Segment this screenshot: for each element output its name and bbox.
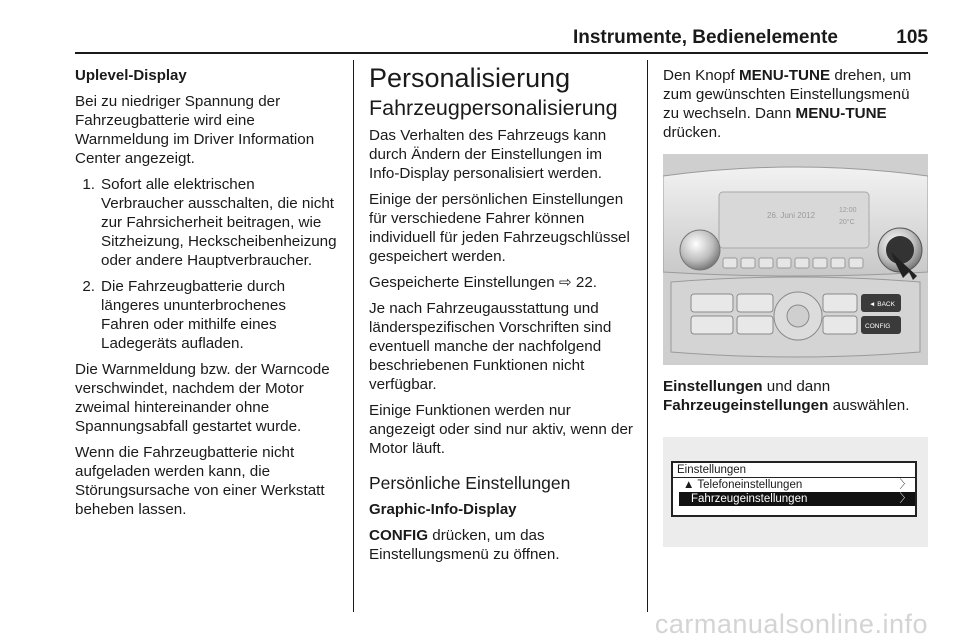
paragraph-text: drehen, um zum gewünschten Einstellungsmenü zu wechseln. Dann	[663, 67, 912, 122]
paragraph-text: und dann	[762, 378, 831, 395]
subhead-graphic-info: Graphic-Info-Display	[369, 501, 517, 518]
display-time: 12:00	[839, 207, 857, 214]
menu-item-label: Fahrzeugeinstellungen	[691, 493, 808, 505]
paragraph: Bei zu niedriger Spannung der Fahrzeugbatterie wird eine Warnmeldung im Driver Information Center angezeigt.	[75, 93, 315, 167]
list-item	[75, 175, 337, 270]
header-rule	[75, 52, 928, 54]
numbered-list	[75, 175, 337, 353]
menu-item-fahrzeugeinstellungen	[679, 492, 915, 506]
paragraph: Einige Funktionen werden nur angezeigt oder sind nur aktiv, wenn der Motor läuft.	[369, 402, 633, 457]
watermark: carmanualsonline.info	[654, 609, 928, 639]
menu-item-label: Telefoneinstellungen	[697, 479, 803, 491]
display-temp: 20°C	[839, 219, 855, 226]
paragraph	[369, 526, 633, 564]
menu-fahrzeugeinstellungen: Fahrzeugeinstellungen	[663, 397, 829, 414]
header-title: Instrumente, Bedienelemente	[572, 27, 838, 48]
paragraph	[663, 66, 928, 142]
list-text: Sofort alle elektrischen Verbraucher ausschalten, die nicht zur Fahrsicherheit beitragen, wie Sitzheizung, Heckscheibenheizung oder andere Hauptverbraucher.	[101, 176, 337, 269]
heading-personalisierung: Personalisierung	[369, 63, 571, 93]
column-divider-1	[353, 60, 354, 612]
column-middle	[369, 62, 633, 571]
infotainment-photo	[663, 154, 928, 365]
paragraph: Die Warnmeldung bzw. der Warncode verschwindet, nachdem der Motor zweimal hintereinander ohne Spannungsabfall gestartet wurde.	[75, 361, 330, 435]
settings-menu-title: Einstellungen	[677, 464, 747, 476]
list-number: 1.	[82, 176, 95, 193]
paragraph: Je nach Fahrzeugausstattung und länderspezifischen Vorschriften sind eventuell manche der nachfolgend beschriebenen Funktionen nicht verfügbar.	[369, 300, 612, 393]
heading-persoenliche-einstellungen: Persönliche Einstellungen	[369, 473, 571, 493]
list-number: 2.	[82, 278, 95, 295]
infotainment-panel-illustration	[663, 154, 928, 365]
config-button-label: CONFIG	[865, 323, 891, 330]
paragraph: Einige der persönlichen Einstellungen für verschiedene Fahrer können individuell für jeden Fahrzeugschlüssel gespeichert werden.	[369, 191, 630, 265]
paragraph-text: drücken, um das Einstellungsmenü zu öffnen.	[369, 527, 560, 563]
column-divider-2	[647, 60, 648, 612]
config-key: CONFIG	[369, 527, 429, 544]
page-header	[75, 27, 928, 49]
subhead-uplevel: Uplevel-Display	[75, 67, 187, 84]
back-button-label: ◄ BACK	[869, 301, 895, 308]
up-arrow-icon: ▲	[683, 479, 695, 491]
chevron-right-icon: 〉	[899, 493, 911, 505]
paragraph-text: drücken.	[663, 124, 722, 141]
menu-item-telefoneinstellungen	[673, 477, 915, 492]
display-date: 26. Juni 2012	[767, 211, 816, 220]
paragraph-text: Den Knopf	[663, 67, 739, 84]
settings-menu	[671, 461, 917, 517]
paragraph: Wenn die Fahrzeugbatterie nicht aufgeladen werden kann, die Störungsursache von einer Werkstatt beheben lassen.	[75, 444, 325, 518]
heading-fahrzeugpersonalisierung: Fahrzeugpersonalisierung	[369, 96, 618, 120]
settings-menu-screenshot	[663, 437, 928, 547]
paragraph: Das Verhalten des Fahrzeugs kann durch Ändern der Einstellungen im Info-Display personalisiert werden.	[369, 127, 607, 182]
chevron-right-icon: 〉	[899, 479, 911, 491]
paragraph-text: auswählen.	[828, 397, 910, 414]
list-text: Die Fahrzeugbatterie durch längeres ununterbrochenes Fahren oder mithilfe eines Ladegeräts aufladen.	[101, 278, 286, 352]
paragraph	[663, 377, 928, 415]
column-right	[663, 66, 928, 547]
column-left	[75, 66, 337, 526]
menu-tune-key: MENU-TUNE	[739, 67, 831, 84]
menu-einstellungen: Einstellungen	[663, 378, 763, 395]
list-item	[75, 277, 337, 353]
cross-reference: Gespeicherte Einstellungen ⇨ 22.	[369, 274, 598, 291]
menu-tune-key: MENU-TUNE	[795, 105, 887, 122]
page-number: 105	[896, 27, 928, 48]
